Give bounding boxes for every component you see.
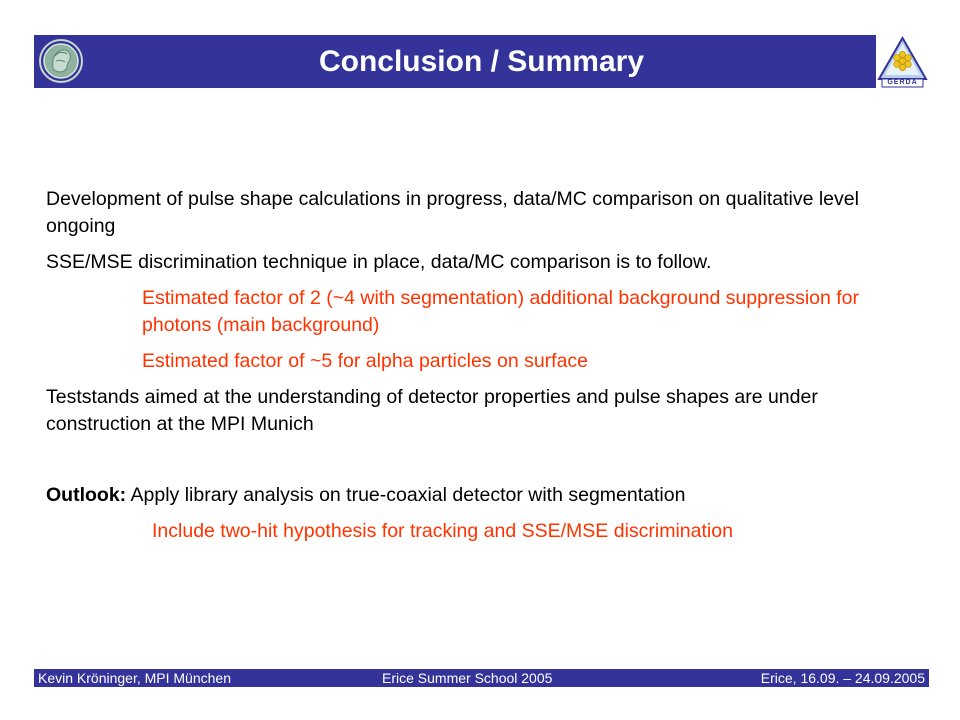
footer-bar	[34, 669, 929, 687]
footer-author: Kevin Kröninger, MPI München	[38, 670, 231, 686]
max-planck-logo-icon	[38, 38, 84, 84]
outlook-text: Apply library analysis on true-coaxial detector with segmentation	[126, 484, 686, 506]
summary-item-1: Development of pulse shape calculations in progress, data/MC comparison on qualitative level ongoing	[46, 188, 859, 237]
summary-content	[46, 186, 886, 545]
summary-item-2: SSE/MSE discrimination technique in place, data/MC comparison is to follow.	[46, 251, 712, 273]
summary-item-3: Teststands aimed at the understanding of detector properties and pulse shapes are under construction at the MPI Munich	[46, 386, 818, 435]
outlook-subitem: Include two-hit hypothesis for tracking and SSE/MSE discrimination	[152, 520, 733, 542]
summary-subitem-2: Estimated factor of ~5 for alpha particles on surface	[142, 350, 589, 372]
outlook-line	[46, 482, 886, 509]
gerda-logo-text: GERDA	[887, 79, 918, 86]
summary-subitem-1: Estimated factor of 2 (~4 with segmentation) additional background suppression for photons (main background)	[142, 287, 860, 336]
page-title: Conclusion / Summary	[318, 45, 645, 78]
footer-event: Erice Summer School 2005	[382, 670, 553, 686]
footer-date: Erice, 16.09. – 24.09.2005	[760, 670, 925, 686]
title-bar	[34, 35, 929, 88]
outlook-label: Outlook:	[46, 484, 127, 506]
gerda-logo	[876, 35, 929, 88]
